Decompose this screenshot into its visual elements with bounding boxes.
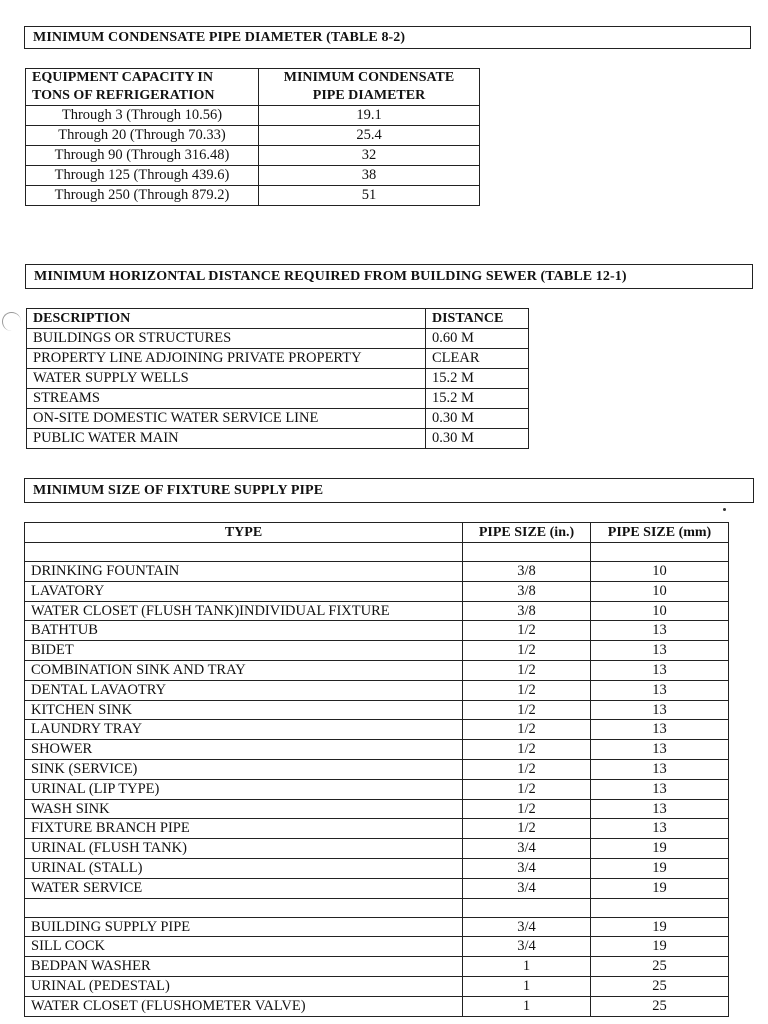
table-cell: LAUNDRY TRAY xyxy=(25,720,463,740)
table-row xyxy=(25,581,729,601)
table-row xyxy=(27,409,529,429)
table-cell: 19 xyxy=(591,937,729,957)
table-cell: 3/4 xyxy=(463,858,591,878)
table-row xyxy=(27,329,529,349)
table-cell: 10 xyxy=(591,562,729,582)
table-cell: 3/8 xyxy=(463,562,591,582)
table-cell: 13 xyxy=(591,720,729,740)
header-line: MINIMUM CONDENSATE xyxy=(283,70,455,85)
table-row xyxy=(26,106,480,126)
table-cell: ON-SITE DOMESTIC WATER SERVICE LINE xyxy=(27,409,426,429)
fixture-supply-pipe-table xyxy=(24,522,729,1017)
table-row xyxy=(26,166,480,186)
table-row xyxy=(25,819,729,839)
table-cell: CLEAR xyxy=(426,349,529,369)
table-cell: WATER SERVICE xyxy=(25,878,463,898)
table-cell: Through 90 (Through 316.48) xyxy=(26,146,259,166)
table-row xyxy=(27,369,529,389)
table-cell: WATER CLOSET (FLUSH TANK)INDIVIDUAL FIXTURE xyxy=(25,601,463,621)
section2-title xyxy=(25,264,753,289)
table-row xyxy=(25,858,729,878)
table-cell: 1/2 xyxy=(463,720,591,740)
section3-title-text: MINIMUM SIZE OF FIXTURE SUPPLY PIPE xyxy=(33,482,324,498)
table-header-row xyxy=(27,309,529,329)
table-cell: 10 xyxy=(591,601,729,621)
table-cell xyxy=(591,898,729,917)
condensate-pipe-table xyxy=(25,68,480,206)
header-line: TONS OF REFRIGERATION xyxy=(32,88,215,103)
table-row xyxy=(25,957,729,977)
table-cell: 1 xyxy=(463,957,591,977)
table-cell xyxy=(591,543,729,562)
table-cell: Through 125 (Through 439.6) xyxy=(26,166,259,186)
table-row xyxy=(25,562,729,582)
table-row xyxy=(26,186,480,206)
table-row xyxy=(27,389,529,409)
table-cell: BATHTUB xyxy=(25,621,463,641)
table-cell: URINAL (FLUSH TANK) xyxy=(25,839,463,859)
table-cell: 1/2 xyxy=(463,680,591,700)
table-cell: 13 xyxy=(591,759,729,779)
table-row xyxy=(25,917,729,937)
header-line: PIPE DIAMETER xyxy=(312,88,426,103)
table-row xyxy=(27,349,529,369)
table-cell: 3/4 xyxy=(463,878,591,898)
table-cell: LAVATORY xyxy=(25,581,463,601)
table-cell: 25 xyxy=(591,957,729,977)
table-row xyxy=(25,660,729,680)
table-cell: 13 xyxy=(591,680,729,700)
table-row xyxy=(25,680,729,700)
sewer-distance-table xyxy=(26,308,529,449)
table-row xyxy=(25,799,729,819)
table-cell: 1 xyxy=(463,996,591,1016)
table-cell: 1/2 xyxy=(463,740,591,760)
table-cell: 10 xyxy=(591,581,729,601)
table-row xyxy=(25,839,729,859)
table-cell: 1/2 xyxy=(463,819,591,839)
table-cell: Through 3 (Through 10.56) xyxy=(26,106,259,126)
table-cell: 19 xyxy=(591,878,729,898)
table-cell: SINK (SERVICE) xyxy=(25,759,463,779)
section1-title xyxy=(24,26,751,49)
table-row xyxy=(25,700,729,720)
table-cell: SHOWER xyxy=(25,740,463,760)
section1-title-text: MINIMUM CONDENSATE PIPE DIAMETER (TABLE 8-2) xyxy=(33,29,406,45)
table-cell: 1/2 xyxy=(463,660,591,680)
table-cell: 3/8 xyxy=(463,581,591,601)
table-row xyxy=(25,976,729,996)
table-row xyxy=(25,898,729,917)
table-cell: PUBLIC WATER MAIN xyxy=(27,429,426,449)
table-cell: 3/4 xyxy=(463,937,591,957)
table-header-row xyxy=(26,69,480,106)
table-row xyxy=(25,759,729,779)
table-cell: WATER CLOSET (FLUSHOMETER VALVE) xyxy=(25,996,463,1016)
table-cell: 1/2 xyxy=(463,799,591,819)
table-cell: WASH SINK xyxy=(25,799,463,819)
table-cell: 13 xyxy=(591,700,729,720)
table-cell: 19 xyxy=(591,858,729,878)
table-cell: 13 xyxy=(591,799,729,819)
table-row xyxy=(25,878,729,898)
table-cell: 3/4 xyxy=(463,917,591,937)
table-cell: URINAL (PEDESTAL) xyxy=(25,976,463,996)
table-cell: 25 xyxy=(591,976,729,996)
table-row xyxy=(25,543,729,562)
table-cell xyxy=(25,543,463,562)
table-cell: 3/8 xyxy=(463,601,591,621)
table-cell: 13 xyxy=(591,641,729,661)
table-cell: 1/2 xyxy=(463,779,591,799)
table-row xyxy=(26,126,480,146)
section3-title xyxy=(24,478,754,503)
table-row xyxy=(25,779,729,799)
table-cell: 13 xyxy=(591,621,729,641)
table-cell: KITCHEN SINK xyxy=(25,700,463,720)
table-cell: 13 xyxy=(591,740,729,760)
table-cell: 32 xyxy=(259,146,480,166)
table-row xyxy=(25,621,729,641)
table-row xyxy=(25,937,729,957)
table-cell: 15.2 M xyxy=(426,369,529,389)
table-cell: 19 xyxy=(591,917,729,937)
table-cell: 38 xyxy=(259,166,480,186)
table-cell: 15.2 M xyxy=(426,389,529,409)
col-header-distance: DISTANCE xyxy=(426,309,529,329)
table-cell: STREAMS xyxy=(27,389,426,409)
col-header-description: DESCRIPTION xyxy=(27,309,426,329)
table-cell: COMBINATION SINK AND TRAY xyxy=(25,660,463,680)
table-cell: BUILDINGS OR STRUCTURES xyxy=(27,329,426,349)
table-row xyxy=(27,429,529,449)
table-cell: 1 xyxy=(463,976,591,996)
table-cell xyxy=(25,898,463,917)
col-header-diameter xyxy=(259,69,480,106)
table-cell: URINAL (LIP TYPE) xyxy=(25,779,463,799)
table-cell: BIDET xyxy=(25,641,463,661)
table-row xyxy=(25,996,729,1016)
header-line: EQUIPMENT CAPACITY IN xyxy=(32,70,213,85)
table-row xyxy=(25,720,729,740)
table-cell: Through 250 (Through 879.2) xyxy=(26,186,259,206)
table-cell: DRINKING FOUNTAIN xyxy=(25,562,463,582)
col-header-capacity xyxy=(26,69,259,106)
scan-mark xyxy=(2,312,21,331)
scan-speck xyxy=(723,508,726,511)
table-cell: 0.30 M xyxy=(426,409,529,429)
table-cell: SILL COCK xyxy=(25,937,463,957)
col-header-type: TYPE xyxy=(25,523,463,543)
table-cell: 1/2 xyxy=(463,641,591,661)
table-header-row xyxy=(25,523,729,543)
table-cell: WATER SUPPLY WELLS xyxy=(27,369,426,389)
col-header-pipe-size-mm: PIPE SIZE (mm) xyxy=(591,523,729,543)
table-cell: 1/2 xyxy=(463,700,591,720)
table-cell xyxy=(463,543,591,562)
table-cell: 0.30 M xyxy=(426,429,529,449)
section2-title-text: MINIMUM HORIZONTAL DISTANCE REQUIRED FROM BUILDING SEWER (TABLE 12-1) xyxy=(34,268,627,284)
table-cell: BUILDING SUPPLY PIPE xyxy=(25,917,463,937)
table-cell: 1/2 xyxy=(463,621,591,641)
table-cell: 25 xyxy=(591,996,729,1016)
table-row xyxy=(25,601,729,621)
table-cell: 25.4 xyxy=(259,126,480,146)
table-cell: BEDPAN WASHER xyxy=(25,957,463,977)
table-cell: 19.1 xyxy=(259,106,480,126)
table-cell: PROPERTY LINE ADJOINING PRIVATE PROPERTY xyxy=(27,349,426,369)
col-header-pipe-size-in: PIPE SIZE (in.) xyxy=(463,523,591,543)
table-cell: 0.60 M xyxy=(426,329,529,349)
table-cell: URINAL (STALL) xyxy=(25,858,463,878)
table-cell xyxy=(463,898,591,917)
table-cell: Through 20 (Through 70.33) xyxy=(26,126,259,146)
table-row xyxy=(26,146,480,166)
table-cell: FIXTURE BRANCH PIPE xyxy=(25,819,463,839)
table-cell: 13 xyxy=(591,819,729,839)
table-cell: 13 xyxy=(591,660,729,680)
table-row xyxy=(25,641,729,661)
table-cell: 51 xyxy=(259,186,480,206)
table-row xyxy=(25,740,729,760)
table-cell: 1/2 xyxy=(463,759,591,779)
table-cell: DENTAL LAVAOTRY xyxy=(25,680,463,700)
table-cell: 3/4 xyxy=(463,839,591,859)
table-cell: 13 xyxy=(591,779,729,799)
table-cell: 19 xyxy=(591,839,729,859)
